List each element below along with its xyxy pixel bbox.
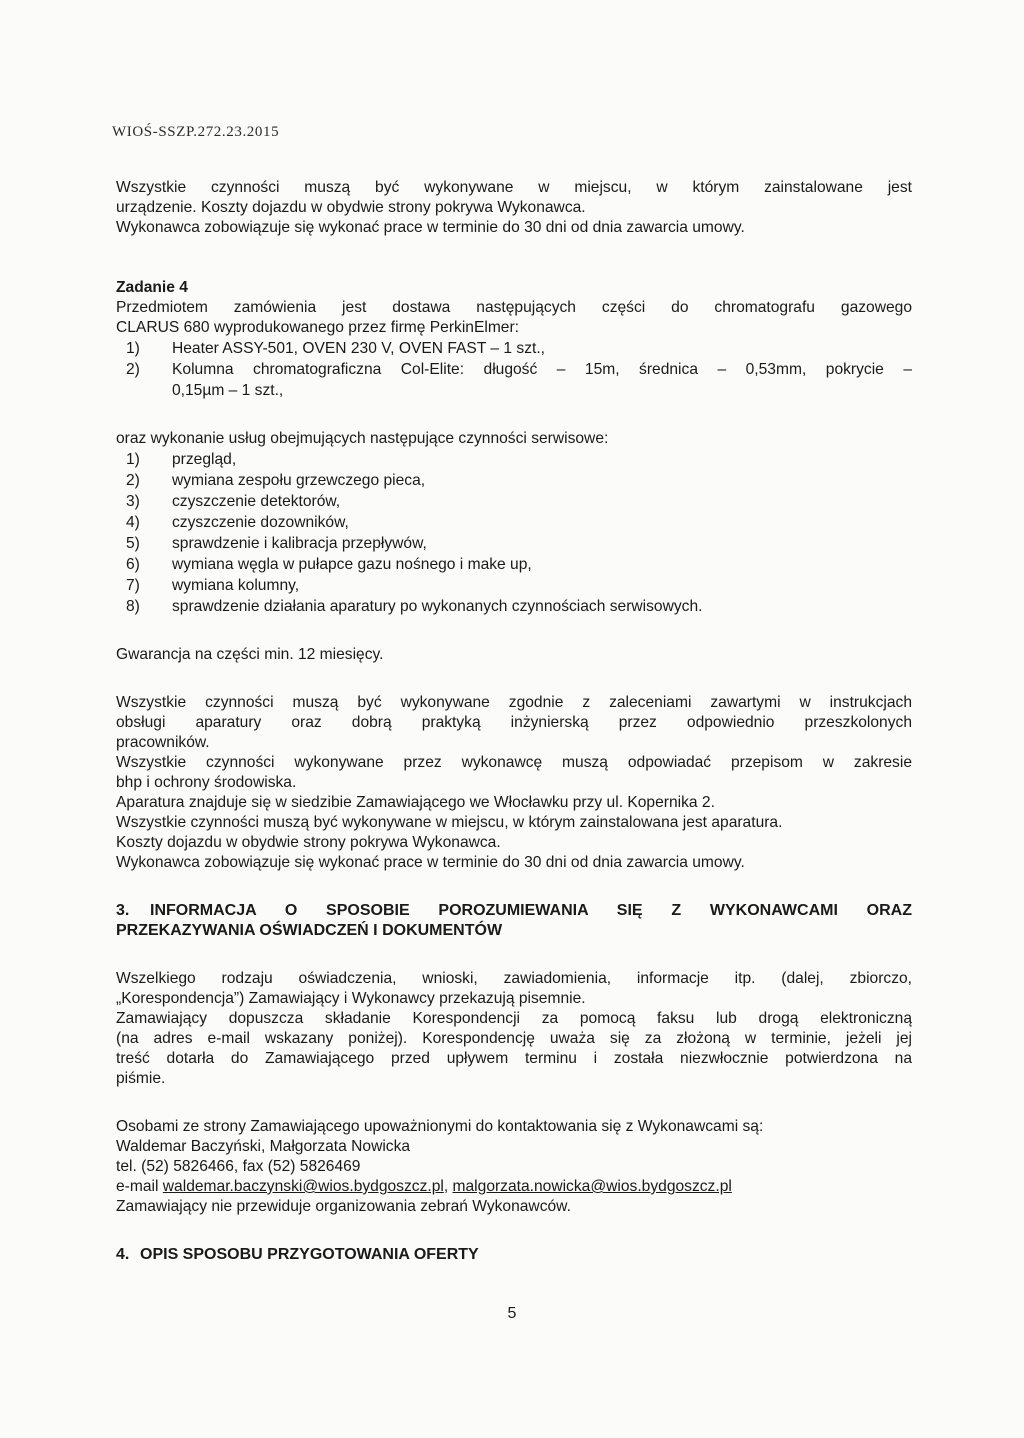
list-item [116, 449, 912, 470]
services-intro: oraz wykonanie usług obejmujących następujące czynności serwisowe: [116, 430, 609, 447]
task-4-title: Zadanie 4 [116, 279, 188, 296]
list-item-number: 5) [126, 535, 140, 552]
correspondence-line: treść dotarła do Zamawiającego przed upływem terminu i została niezwłocznie potwierdzona na [116, 1050, 912, 1067]
warranty-text: Gwarancja na części min. 12 miesięcy. [116, 646, 384, 663]
list-item-text: sprawdzenie działania aparatury po wykonanych czynnościach serwisowych. [172, 598, 703, 615]
list-item-text: czyszczenie detektorów, [172, 493, 341, 510]
list-item-number: 1) [126, 451, 140, 468]
no-meetings-text: Zamawiający nie przewiduje organizowania zebrań Wykonawców. [116, 1198, 571, 1215]
contacts-intro: Osobami ze strony Zamawiającego upoważnionymi do kontaktowania się z Wykonawcami są: [116, 1118, 764, 1135]
list-item [116, 554, 912, 575]
section-3-heading [116, 901, 912, 921]
document-reference-number: WIOŚ-SSZP.272.23.2015 [112, 124, 280, 140]
list-item-text: Kolumna chromatograficzna Col-Elite: długość – 15m, średnica – 0,53mm, pokrycie – [172, 361, 912, 378]
list-item-number: 1) [126, 340, 140, 357]
task-4-description-line: Przedmiotem zamówienia jest dostawa następujących części do chromatografu gazowego [116, 299, 912, 316]
list-item [116, 512, 912, 533]
correspondence-line: (na adres e-mail wskazany poniżej). Korespondencję uważa się za złożoną w terminie, jeżeli jej [116, 1030, 912, 1047]
list-item-text: sprawdzenie i kalibracja przepływów, [172, 535, 427, 552]
contacts-phone: tel. (52) 5826466, fax (52) 5826469 [116, 1158, 361, 1175]
list-item [116, 533, 912, 554]
requirements-line: Aparatura znajduje się w siedzibie Zamawiającego we Włocławku przy ul. Kopernika 2. [116, 794, 715, 811]
requirements-line: Wszystkie czynności muszą być wykonywane w miejscu, w którym zainstalowana jest aparatura. [116, 814, 783, 831]
list-item-number: 2) [126, 361, 140, 378]
section-3 [116, 901, 912, 1217]
intro-paragraph [116, 178, 912, 238]
section-number: 4. [116, 1246, 130, 1263]
intro-line: Wszystkie czynności muszą być wykonywane w miejscu, w którym zainstalowane jest [116, 179, 912, 196]
email-prefix: e-mail [116, 1178, 163, 1195]
requirements-line: Wszystkie czynności wykonywane przez wykonawcę muszą odpowiadać przepisom w zakresie [116, 754, 912, 771]
correspondence-paragraph [116, 969, 912, 1089]
document-body [116, 178, 912, 1265]
list-item-number: 4) [126, 514, 140, 531]
page-number: 5 [507, 1305, 517, 1322]
list-item [116, 575, 912, 596]
section-4-heading [116, 1245, 912, 1265]
section-number: 3. [116, 902, 130, 919]
email-separator: , [443, 1178, 453, 1195]
list-item [116, 491, 912, 512]
list-item-number: 3) [126, 493, 140, 510]
correspondence-line: piśmie. [116, 1070, 166, 1087]
intro-line: urządzenie. Koszty dojazdu w obydwie strony pokrywa Wykonawca. [116, 199, 586, 216]
section-title-line: INFORMACJA O SPOSOBIE POROZUMIEWANIA SIĘ Z WYKONAWCAMI ORAZ [150, 902, 912, 919]
contacts-paragraph [116, 1117, 912, 1217]
list-item [116, 596, 912, 617]
parts-list [116, 338, 912, 401]
list-item-number: 8) [126, 598, 140, 615]
email-link-waldemar[interactable]: waldemar.baczynski@wios.bydgoszcz.pl [162, 1178, 444, 1195]
contacts-email-line [116, 1177, 912, 1197]
list-item-text: wymiana zespołu grzewczego pieca, [172, 472, 426, 489]
correspondence-line: Zamawiający dopuszcza składanie Korespondencji za pomocą faksu lub drogą elektroniczną [116, 1010, 912, 1027]
list-item-text: Heater ASSY-501, OVEN 230 V, OVEN FAST – 1 szt., [172, 340, 545, 357]
requirements-line: pracowników. [116, 734, 210, 751]
list-item-text: czyszczenie dozowników, [172, 514, 349, 531]
requirements-paragraph [116, 693, 912, 873]
correspondence-line: Wszelkiego rodzaju oświadczenia, wnioski, zawiadomienia, informacje itp. (dalej, zbiorczo, [116, 970, 912, 987]
list-item-text: przegląd, [172, 451, 237, 468]
section-title: OPIS SPOSOBU PRZYGOTOWANIA OFERTY [140, 1246, 479, 1263]
list-item-text: wymiana kolumny, [172, 577, 300, 594]
list-item-number: 2) [126, 472, 140, 489]
correspondence-line: „Korespondencja”) Zamawiający i Wykonawcy przekazują pisemnie. [116, 990, 586, 1007]
requirements-line: obsługi aparatury oraz dobrą praktyką inżynierską przez odpowiednio przeszkolonych [116, 714, 912, 731]
requirements-line: Wykonawca zobowiązuje się wykonać prace w terminie do 30 dni od dnia zawarcia umowy. [116, 854, 745, 871]
list-item [116, 359, 912, 401]
intro-line: Wykonawca zobowiązuje się wykonać prace w terminie do 30 dni od dnia zawarcia umowy. [116, 219, 745, 236]
services-list [116, 449, 912, 617]
requirements-line: bhp i ochrony środowiska. [116, 774, 297, 791]
list-item [116, 470, 912, 491]
list-item-number: 7) [126, 577, 140, 594]
section-title-line: PRZEKAZYWANIA OŚWIADCZEŃ I DOKUMENTÓW [116, 922, 503, 939]
email-link-malgorzata[interactable]: malgorzata.nowicka@wios.bydgoszcz.pl [452, 1178, 732, 1195]
task-4-description-line: CLARUS 680 wyprodukowanego przez firmę PerkinElmer: [116, 319, 520, 336]
list-item-text: wymiana węgla w pułapce gazu nośnego i make up, [172, 556, 532, 573]
list-item-number: 6) [126, 556, 140, 573]
list-item [116, 338, 912, 359]
list-item-text-continued: 0,15µm – 1 szt., [172, 382, 284, 399]
requirements-line: Wszystkie czynności muszą być wykonywane zgodnie z zaleceniami zawartymi w instrukcjach [116, 694, 912, 711]
requirements-line: Koszty dojazdu w obydwie strony pokrywa Wykonawca. [116, 834, 501, 851]
contacts-names: Waldemar Baczyński, Małgorzata Nowicka [116, 1138, 411, 1155]
task-4-section [116, 278, 912, 873]
